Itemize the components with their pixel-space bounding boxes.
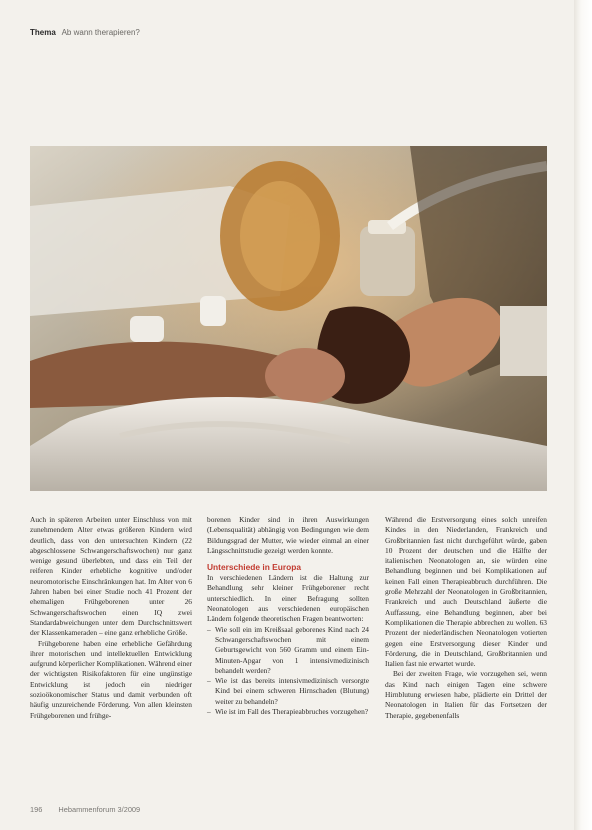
paragraph: Auch in späteren Arbeiten unter Einschluss von mit zunehmendem Alter etwas größeren Kindern wird deutlich, dass von den untersuchten Kindern (22 abgeschlossene Schwangerschaftswochen) nur ganz wenige gesund überlebten, und dass ein Teil der reiferen Kinder erhebliche kognitive und/oder neuromotorische Einschränkungen hat. Im Alter von 6 Jahren haben bei einer Studie noch 41 Prozent der ehemaligen Frühgeborenen unter 26 Schwangerschaftswochen einen IQ zwei Standardabweichungen unter dem Durchschnittswert der Klassenkameraden – eine ganz erhebliche Größe.: [30, 515, 192, 638]
paragraph: In verschiedenen Ländern ist die Haltung zur Behandlung sehr kleiner Frühgeborener recht unterschiedlich. In einer Befragung sollten Neonatologen aus verschiedenen europäischen Ländern folgende theoretischen Fragen beantworten:: [207, 573, 369, 624]
list-item: [207, 676, 369, 707]
paragraph: Bei der zweiten Frage, wie vorzugehen sei, wenn das Kind nach einigen Tagen eine schwere Hirnblutung erwiesen habe, plädierte ein Drittel der Neonatologen in Italien für das Fortsetzen der Therapie, gegebenenfalls: [385, 669, 547, 720]
page-number: 196: [30, 805, 43, 814]
column-2: [207, 515, 369, 717]
list-item-text: Wie ist im Fall des Therapieabbruches vorzugehen?: [215, 707, 369, 717]
list-item: [207, 625, 369, 676]
journal-name: Hebammenforum 3/2009: [58, 805, 141, 814]
bullet-mark: –: [207, 676, 211, 686]
paragraph: borenen Kinder sind in ihren Auswirkungen (Lebensqualität) abhängig von Bedingungen wie dem Bildungsgrad der Mutter, wie wieder einmal an einer Längsschnittstudie gezeigt werden konnte.: [207, 515, 369, 555]
section-heading: Unterschiede in Europa: [207, 562, 302, 573]
incubator-hands-photo-icon: [30, 146, 547, 491]
column-3: [385, 515, 547, 721]
list-item-text: Wie ist das bereits intensivmedizinisch versorgte Kind bei einem schweren Hirnschaden (Blutung) weiter zu behandeln?: [215, 676, 369, 706]
header-title: Ab wann therapieren?: [61, 28, 140, 37]
list-item-text: Wie soll ein im Kreißsaal geborenes Kind nach 24 Schwangerschaftswochen mit einem Geburtsgewicht von 560 Gramm und einem Ein-Minuten-Apgar von 1 intensivmedizinisch behandelt werden?: [215, 624, 369, 675]
article-body: [30, 515, 547, 785]
running-header: [30, 28, 140, 37]
list-item: [207, 707, 369, 717]
page-edge: [574, 0, 592, 830]
bullet-mark: –: [207, 707, 211, 717]
header-rubric: Thema: [30, 28, 56, 37]
page-footer: [30, 805, 140, 814]
paragraph: Frühgeborene haben eine erhebliche Gefährdung ihrer motorischen und intellektuellen Entwicklung aufgrund körperlicher Komplikationen. Während einer der wichtigsten Risikofaktoren für eine ungünstige Entwicklung ist jedoch ein niedriger sozioökonomischer Status und damit verbunden oft häufig unzureichende Förderung. Von allen kleinsten Frühgeborenen und frühge-: [30, 638, 192, 720]
column-1: [30, 515, 192, 721]
paragraph: Während die Erstversorgung eines solch unreifen Kindes in den Niederlanden, Frankreich und Großbritannien fast nicht durchgeführt würde, gaben 10 Prozent der deutschen und die Hälfte der italienischen Neonatologen an, sie würden eine Behandlung beginnen und bei Komplikationen auf keinen Fall einen Therapieabbruch durchführen. Die große Mehrzahl der Neonatologen in Großbritannien, Frankreich und auch Deutschland äußerte die Auffassung, eine Behandlung beginnen, aber bei Komplikationen die Therapie abbrechen zu wollen. 63 Prozent der niederländischen Neonatologen votierten gegen eine Erstversorgung dieser Kinder und Förderung, die in Deutschland, Großbritannien und Italien fast nie erwartet wurde.: [385, 515, 547, 669]
bullet-mark: –: [207, 624, 211, 634]
question-list: [207, 625, 369, 718]
incubator-photo: [30, 146, 547, 491]
